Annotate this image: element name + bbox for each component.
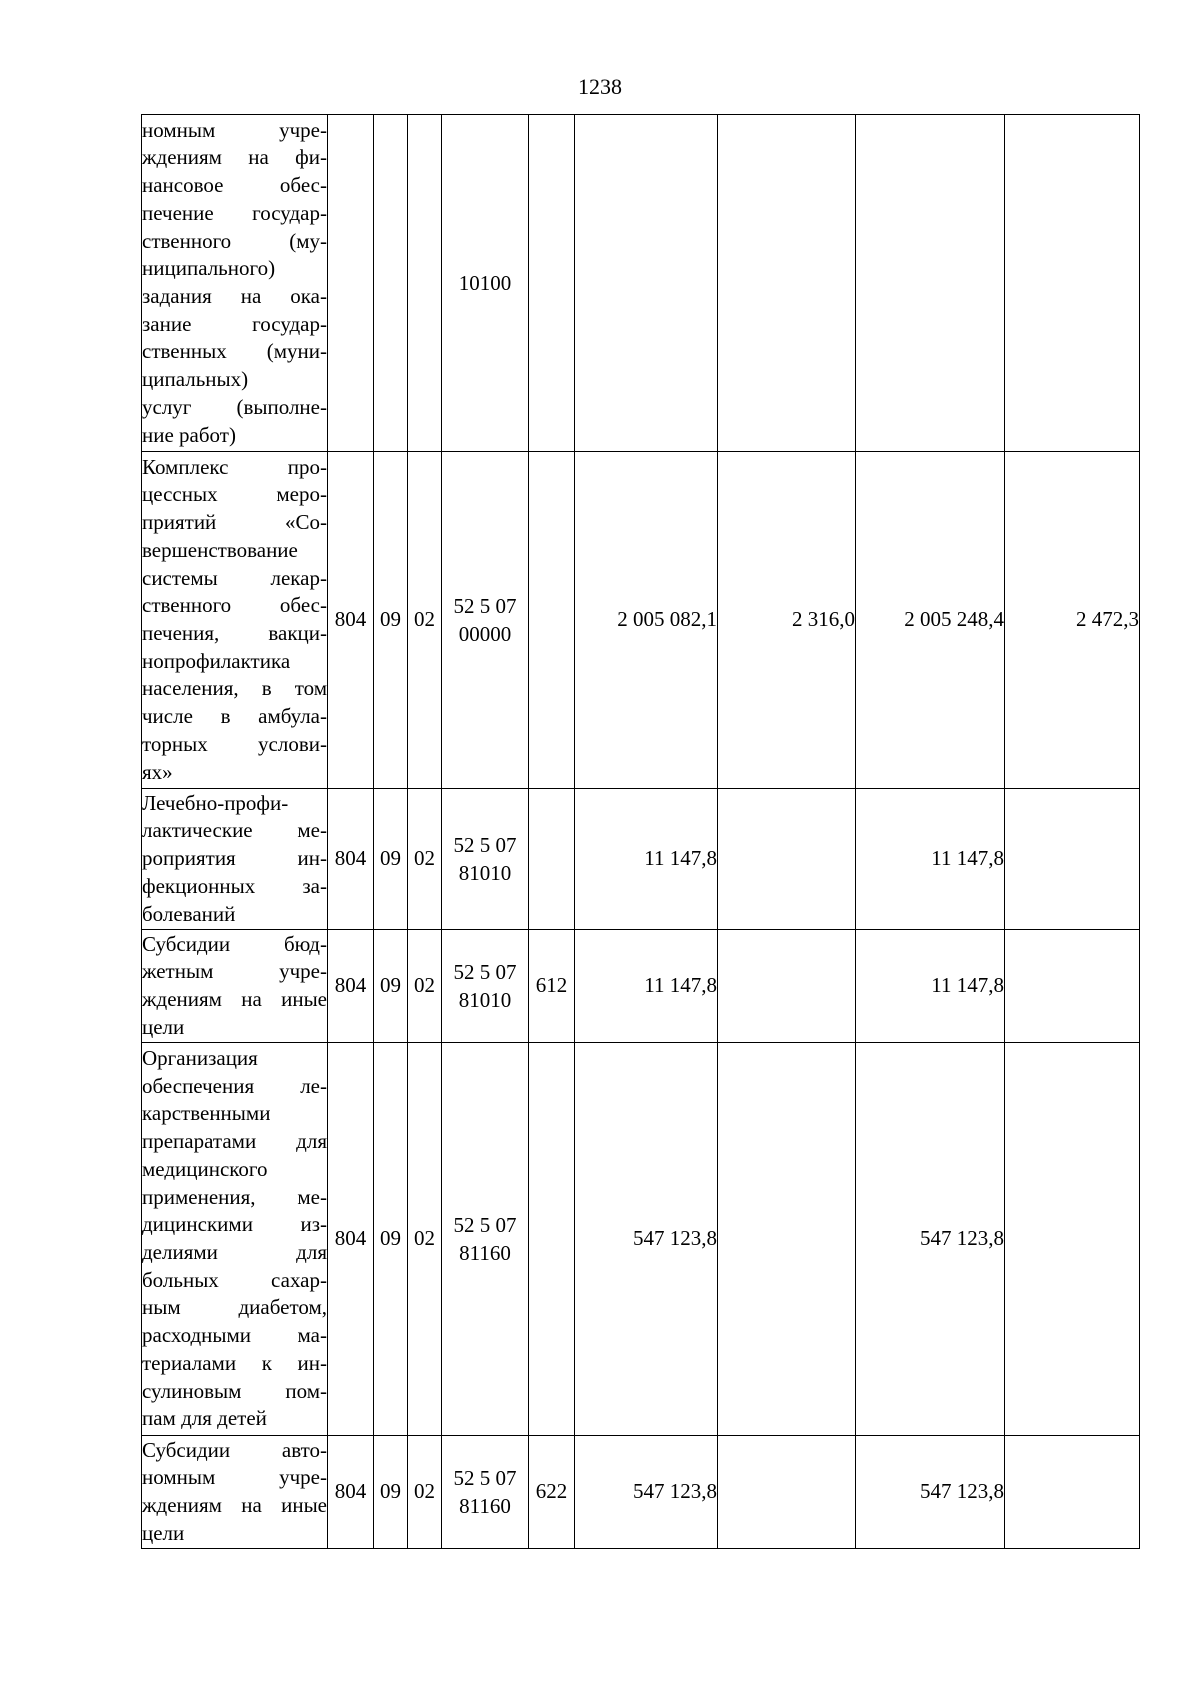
budget-table	[141, 114, 1140, 1549]
cell-sum-1-extra	[718, 930, 856, 1043]
cell-name-line: ях»	[142, 759, 173, 784]
cell-name-line: карственными	[142, 1101, 271, 1126]
cell-name-line: применения, ме-	[142, 1184, 327, 1209]
cell-rz: 09	[374, 930, 408, 1043]
cell-csr	[442, 789, 529, 930]
cell-csr-part: 52 5 07	[453, 833, 517, 857]
cell-name-line: населения, в том	[142, 676, 327, 701]
cell-name-line: роприятия ин-	[142, 846, 327, 871]
cell-csr	[442, 452, 529, 789]
cell-name-line: ждениям на иные	[142, 1493, 327, 1517]
cell-name-line: нопрофилактика	[142, 648, 291, 673]
cell-name-line: номным учре-	[142, 117, 327, 142]
cell-name-line: Субсидии авто-	[142, 1437, 327, 1462]
cell-pr: 02	[408, 452, 442, 789]
cell-sum-2-extra	[1005, 930, 1140, 1043]
cell-pr: 02	[408, 930, 442, 1043]
cell-rz: 09	[374, 1436, 408, 1549]
cell-name-line: услуг (выполне-	[142, 394, 327, 419]
cell-name-line: ждениям на фи-	[142, 145, 327, 170]
cell-name	[142, 930, 328, 1043]
cell-name	[142, 789, 328, 930]
cell-name	[142, 1043, 328, 1436]
cell-vr	[529, 1043, 575, 1436]
cell-sum-2	[856, 115, 1005, 452]
cell-name-line: цессных меро-	[142, 482, 327, 507]
cell-sum-2: 547 123,8	[856, 1043, 1005, 1436]
cell-name-line: приятий «Со-	[142, 510, 327, 535]
table-row	[142, 1436, 1140, 1549]
cell-name-line: системы лекар-	[142, 565, 327, 590]
cell-name-line: печение государ-	[142, 200, 327, 225]
cell-sum-1-extra	[718, 1436, 856, 1549]
cell-pr	[408, 115, 442, 452]
cell-vr: 622	[529, 1436, 575, 1549]
cell-name-line: числе в амбула-	[142, 704, 327, 729]
table-row	[142, 1043, 1140, 1436]
cell-name-line: вершенствование	[142, 537, 298, 562]
table-row	[142, 930, 1140, 1043]
cell-name-line: ственного обес-	[142, 593, 327, 618]
cell-name-line: фекционных за-	[142, 873, 327, 898]
cell-rz	[374, 115, 408, 452]
cell-sum-1	[575, 115, 718, 452]
table-row	[142, 115, 1140, 452]
cell-name-line: териалами к ин-	[142, 1350, 327, 1375]
cell-name-line: больных сахар-	[142, 1267, 327, 1292]
cell-name-line: номным учре-	[142, 1465, 327, 1490]
table-row	[142, 789, 1140, 930]
cell-pr: 02	[408, 1436, 442, 1549]
cell-sum-1: 547 123,8	[575, 1436, 718, 1549]
page-number: 1238	[578, 74, 622, 99]
cell-sum-1-extra	[718, 1043, 856, 1436]
cell-name-line: медицинского	[142, 1156, 268, 1181]
cell-name-line: ным диабетом,	[142, 1295, 327, 1320]
cell-gr	[328, 115, 374, 452]
cell-csr	[442, 115, 529, 452]
cell-csr-part: 81010	[458, 861, 512, 885]
cell-sum-2: 11 147,8	[856, 930, 1005, 1043]
cell-csr-part: 81160	[459, 1494, 511, 1518]
cell-name-line: зание государ-	[142, 311, 327, 336]
cell-gr: 804	[328, 930, 374, 1043]
cell-name-line: лактические ме-	[142, 818, 327, 843]
cell-sum-1-extra	[718, 789, 856, 930]
cell-sum-1-extra: 2 316,0	[718, 452, 856, 789]
cell-name-line: ниципального)	[142, 256, 276, 281]
table-body	[142, 115, 1140, 1549]
cell-name-line: торных услови-	[142, 731, 327, 756]
cell-sum-2-extra	[1005, 1043, 1140, 1436]
cell-name	[142, 115, 328, 452]
cell-sum-2: 2 005 248,4	[856, 452, 1005, 789]
cell-sum-2-extra: 2 472,3	[1005, 452, 1140, 789]
cell-sum-2-extra	[1005, 115, 1140, 452]
cell-name-line: ципальных)	[142, 367, 249, 392]
cell-csr-part: 81010	[458, 988, 512, 1012]
cell-name-line: нансовое обес-	[142, 173, 327, 198]
cell-name-line: ственного (му-	[142, 228, 327, 253]
cell-name-line: Лечебно-профи-	[142, 790, 289, 815]
cell-vr	[529, 789, 575, 930]
cell-rz: 09	[374, 1043, 408, 1436]
cell-name-line: цели	[142, 1014, 185, 1039]
cell-name-line: сулиновым пом-	[142, 1378, 327, 1403]
cell-sum-2-extra	[1005, 789, 1140, 930]
cell-sum-2: 11 147,8	[856, 789, 1005, 930]
cell-name-line: Субсидии бюд-	[142, 931, 327, 956]
cell-name-line: Комплекс про-	[142, 454, 327, 479]
cell-name-line: ждениям на иные	[142, 987, 327, 1011]
cell-csr-part: 52 5 07	[453, 1213, 517, 1237]
cell-csr-part: 10100	[458, 271, 512, 295]
cell-pr: 02	[408, 789, 442, 930]
cell-sum-2-extra	[1005, 1436, 1140, 1549]
cell-sum-1-extra	[718, 115, 856, 452]
cell-sum-1: 11 147,8	[575, 930, 718, 1043]
cell-name-line: ственных (муни-	[142, 339, 327, 364]
table-row	[142, 452, 1140, 789]
cell-vr: 612	[529, 930, 575, 1043]
cell-gr: 804	[328, 1043, 374, 1436]
cell-name-line: дицинскими из-	[142, 1212, 327, 1237]
cell-gr: 804	[328, 789, 374, 930]
cell-csr-part: 81160	[459, 1241, 511, 1265]
cell-name-line: Организация	[142, 1046, 258, 1071]
cell-rz: 09	[374, 452, 408, 789]
cell-name-line: расходными ма-	[142, 1323, 327, 1348]
cell-sum-1: 547 123,8	[575, 1043, 718, 1436]
cell-name	[142, 1436, 328, 1549]
cell-csr	[442, 1436, 529, 1549]
cell-name-line: делиями для	[142, 1240, 327, 1264]
cell-name-line: обеспечения ле-	[142, 1073, 327, 1098]
cell-name-line: ние работ)	[142, 422, 236, 447]
cell-name-line: жетным учре-	[142, 959, 327, 984]
cell-csr-part: 52 5 07	[453, 1466, 517, 1490]
cell-name-line: цели	[142, 1520, 185, 1545]
cell-rz: 09	[374, 789, 408, 930]
cell-name	[142, 452, 328, 789]
cell-csr-part: 52 5 07	[453, 594, 517, 618]
cell-csr	[442, 1043, 529, 1436]
cell-csr	[442, 930, 529, 1043]
cell-pr: 02	[408, 1043, 442, 1436]
cell-csr-part: 52 5 07	[453, 960, 517, 984]
cell-vr	[529, 115, 575, 452]
cell-name-line: болеваний	[142, 901, 236, 926]
cell-sum-1: 11 147,8	[575, 789, 718, 930]
cell-name-line: печения, вакци-	[142, 621, 327, 645]
cell-sum-2: 547 123,8	[856, 1436, 1005, 1549]
cell-name-line: препаратами для	[142, 1129, 327, 1154]
cell-sum-1: 2 005 082,1	[575, 452, 718, 789]
cell-csr-part: 00000	[458, 622, 512, 646]
cell-name-line: задания на ока-	[142, 284, 327, 308]
cell-vr	[529, 452, 575, 789]
cell-gr: 804	[328, 1436, 374, 1549]
cell-name-line: пам для детей	[142, 1406, 267, 1431]
cell-gr: 804	[328, 452, 374, 789]
